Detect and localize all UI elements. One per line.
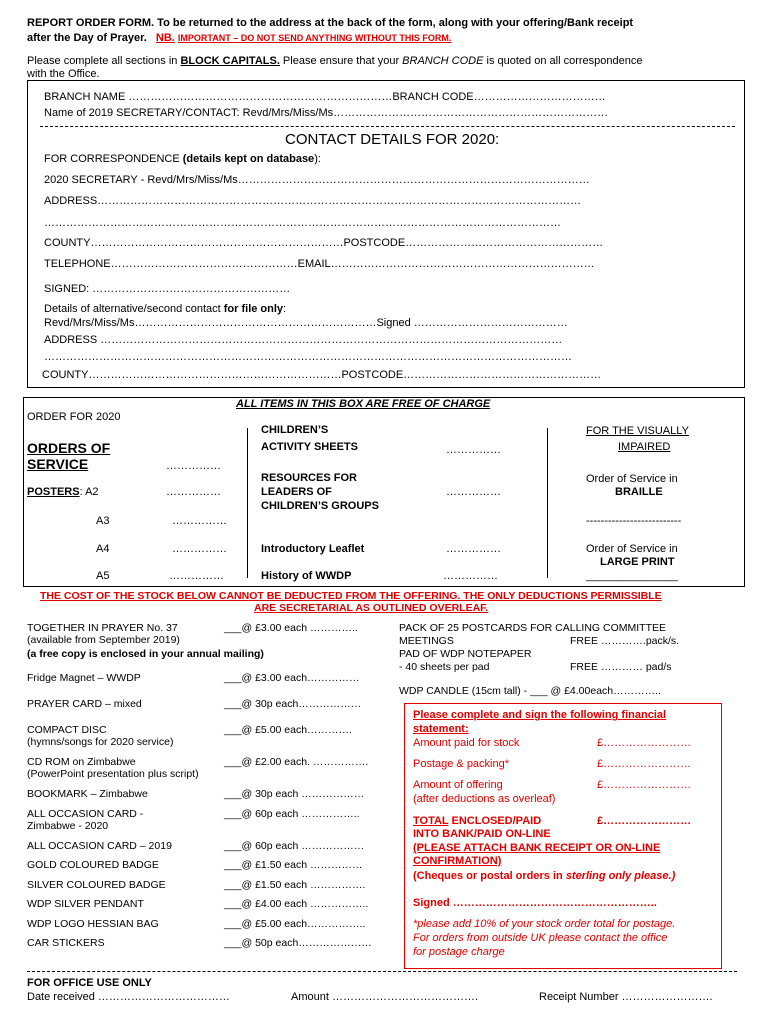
stock-item-qty-field[interactable]: ___@ £2.00 each. ……………. <box>224 756 369 768</box>
offering-sub: (after deductions as overleaf) <box>413 793 556 805</box>
branch-name-field[interactable]: BRANCH NAME ………………………………………………………………BRANCH CODE……………………………… <box>44 91 606 103</box>
orders-of-service-label: ORDERS OF <box>27 440 111 456</box>
history-qty[interactable]: …………… <box>443 570 498 582</box>
office-use-title: FOR OFFICE USE ONLY <box>27 977 152 989</box>
amount-field[interactable]: Amount …………………………………. <box>291 991 479 1003</box>
instructions-text-3: is quoted on all correspondence <box>483 55 643 67</box>
alt-address-field[interactable]: ADDRESS ……………………………………………………………………………………………………………… <box>44 334 563 346</box>
activity-sheets-label: ACTIVITY SHEETS <box>261 441 358 453</box>
stock-item-sub: (available from September 2019) <box>27 634 180 646</box>
stock-item-sub: (hymns/songs for 2020 service) <box>27 736 174 748</box>
posters-a4-qty[interactable]: …………… <box>172 543 227 555</box>
candle-field[interactable]: WDP CANDLE (15cm tall) - ___ @ £4.00each………….. <box>399 685 661 697</box>
resources-qty[interactable]: …………… <box>446 486 501 498</box>
address-field-cont[interactable]: …………………………………………………………………………………………………………………………… <box>44 217 561 229</box>
a2-label: : A2 <box>79 486 99 498</box>
sterling-only: sterling only please.) <box>565 870 676 882</box>
stock-item-sub: Zimbabwe - 2020 <box>27 820 109 832</box>
stock-item-qty-field[interactable]: ___@ 30p each ……………… <box>224 788 365 800</box>
stock-item-qty-field[interactable]: ___@ £5.00 each…………….. <box>224 918 366 930</box>
attach-receipt-2: CONFIRMATION) <box>413 855 502 867</box>
orders-of-service-qty[interactable]: …………… <box>166 460 221 472</box>
instructions-cont: with the Office. <box>27 68 100 80</box>
alt-contact-end: : <box>283 303 287 315</box>
finance-signed-field[interactable]: Signed ……………………………………………….. <box>413 897 657 909</box>
postage-field[interactable]: £…………………… <box>597 758 692 770</box>
stock-item-name: Fridge Magnet – WWDP <box>27 672 141 684</box>
intro-leaflet-qty[interactable]: …………… <box>446 543 501 555</box>
total-field[interactable]: £…………………… <box>597 815 692 827</box>
childrens-groups-label: CHILDREN’S GROUPS <box>261 500 379 512</box>
column-divider-2 <box>547 428 548 578</box>
large-print-qty[interactable]: _______________ <box>586 570 678 582</box>
resources-label: RESOURCES FOR <box>261 472 357 484</box>
alt-name-field[interactable]: Revd/Mrs/Miss/Ms…………………………………………………………Signed …………………………………… <box>44 317 568 329</box>
stock-item-name: PRAYER CARD – mixed <box>27 698 142 710</box>
stock-item-qty-field[interactable]: ___@ £3.00 each…………… <box>224 672 360 684</box>
alt-contact-label <box>44 303 286 315</box>
oos-large-print-label: Order of Service in <box>586 543 678 555</box>
instructions <box>27 55 642 67</box>
stock-item-qty-field[interactable]: ___@ £4.00 each …………….. <box>224 898 369 910</box>
stock-item-name: COMPACT DISC <box>27 724 107 736</box>
oos-braille-label: Order of Service in <box>586 473 678 485</box>
instructions-text-2: Please ensure that your <box>279 55 403 67</box>
history-label: History of WWDP <box>261 570 352 582</box>
header-after-day: after the Day of Prayer. <box>27 32 147 44</box>
stock-item-name: WDP SILVER PENDANT <box>27 898 144 910</box>
notepaper-qty[interactable]: FREE ………… pad/s <box>570 661 672 673</box>
posters-a4-label: A4 <box>96 543 110 555</box>
for-correspondence-end: ): <box>314 153 321 165</box>
stock-item-qty-field[interactable]: ___@ £3.00 each ………….. <box>224 622 358 634</box>
nb-label: NB. <box>155 32 175 44</box>
stock-item-name: BOOKMARK – Zimbabwe <box>27 788 148 800</box>
stock-item-qty-field[interactable]: ___@ £5.00 each…………. <box>224 724 352 736</box>
divider <box>40 126 735 127</box>
posters-a5-qty[interactable]: …………… <box>169 570 224 582</box>
intro-leaflet-label: Introductory Leaflet <box>261 543 365 555</box>
stock-item-name: TOGETHER IN PRAYER No. 37 <box>27 622 178 634</box>
stock-item-sub: (PowerPoint presentation plus script) <box>27 768 199 780</box>
database-note: (details kept on database <box>182 153 315 165</box>
into-bank-label: INTO BANK/PAID ON-LINE <box>413 828 551 840</box>
free-copy-note: (a free copy is enclosed in your annual mailing) <box>27 648 264 660</box>
receipt-number-field[interactable]: Receipt Number ……………………. <box>539 991 713 1003</box>
file-only: for file only <box>223 303 284 315</box>
stock-item-name: ALL OCCASION CARD - <box>27 808 144 820</box>
column-divider <box>247 428 248 578</box>
posters-a2-label <box>27 486 99 498</box>
offering-field[interactable]: £…………………… <box>597 779 692 791</box>
notepaper-label: PAD OF WDP NOTEPAPER <box>399 648 532 660</box>
stock-item-qty-field[interactable]: ___@ 60p each …………….. <box>224 808 360 820</box>
postcards-meetings: MEETINGS <box>399 635 454 647</box>
finance-title-2: statement: <box>413 723 469 735</box>
orders-of-service-label-2: SERVICE <box>27 456 89 472</box>
cost-notice: THE COST OF THE STOCK BELOW CANNOT BE DEDUCTED FROM THE OFFERING. THE ONLY DEDUCTIONS PERMISSIBLE <box>40 590 662 602</box>
form-title-cont <box>27 32 451 44</box>
alt-county-field[interactable]: COUNTY……………………………………………………………POSTCODE……………………………………………… <box>42 369 602 381</box>
posters-a3-qty[interactable]: …………… <box>172 515 227 527</box>
impaired-label: IMPAIRED <box>618 441 671 453</box>
large-print-label: LARGE PRINT <box>600 556 675 568</box>
postage-label: Postage & packing* <box>413 758 510 770</box>
postage-note: *please add 10% of your stock order total for postage. <box>413 918 676 930</box>
office-divider <box>27 971 737 972</box>
stock-item-name: SILVER COLOURED BADGE <box>27 879 166 891</box>
total-rest: ENCLOSED/PAID <box>448 815 542 827</box>
notepaper-sheets: - 40 sheets per pad <box>399 661 490 673</box>
stock-item-qty-field[interactable]: ___@ 50p each………………… <box>224 937 372 949</box>
cheques-text: (Cheques or postal orders in <box>413 870 566 882</box>
visually-impaired-label: FOR THE VISUALLY <box>586 425 689 437</box>
total-label <box>413 815 541 827</box>
posters-label: POSTERS <box>27 486 80 498</box>
postcards-qty[interactable]: FREE ………….pack/s. <box>570 635 680 647</box>
free-box-title: ALL ITEMS IN THIS BOX ARE FREE OF CHARGE <box>236 398 491 410</box>
stock-item-name: CAR STICKERS <box>27 937 105 949</box>
block-capitals: BLOCK CAPITALS. <box>180 55 280 67</box>
stock-item-qty-field[interactable]: ___@ £1.50 each ……………. <box>224 879 366 891</box>
activity-sheets-qty[interactable]: …………… <box>446 444 501 456</box>
for-correspondence <box>44 153 321 165</box>
telephone-email-field[interactable]: TELEPHONE……………………………………………EMAIL……………………………………………………………… <box>44 258 595 270</box>
attach-receipt: (PLEASE ATTACH BANK RECEIPT OR ON-LINE <box>413 842 661 854</box>
posters-a5-label: A5 <box>96 570 110 582</box>
postage-charge-note: for postage charge <box>413 946 505 958</box>
stock-item-qty-field[interactable]: ___@ £1.50 each …………… <box>224 859 363 871</box>
date-received-field[interactable]: Date received ……………………………… <box>27 991 230 1003</box>
stock-item-qty-field[interactable]: ___@ 30p each……………… <box>224 698 362 710</box>
posters-a2-qty[interactable]: …………… <box>166 486 221 498</box>
address-field[interactable]: ADDRESS…………………………………………………………………………………………………………………… <box>44 195 582 207</box>
important-notice: IMPORTANT – DO NOT SEND ANYTHING WITHOUT THIS FORM. <box>177 33 452 43</box>
alt-contact-text: Details of alternative/second contact <box>44 303 224 315</box>
form-title: REPORT ORDER FORM. To be returned to the address at the back of the form, along with your offering/Bank receipt <box>27 17 634 29</box>
postcards-label: PACK OF 25 POSTCARDS FOR CALLING COMMITTEE <box>399 622 667 634</box>
secretary-2019-field[interactable]: Name of 2019 SECRETARY/CONTACT: Revd/Mrs/Miss/Ms………………………………………………………………… <box>44 107 609 119</box>
outside-uk-note: For orders from outside UK please contact the office <box>413 932 668 944</box>
instructions-text: Please complete all sections in <box>27 55 181 67</box>
order-for-2020: ORDER FOR 2020 <box>27 411 121 423</box>
contact-details-title: CONTACT DETAILS FOR 2020: <box>285 131 500 148</box>
cheques-note <box>413 870 675 882</box>
total-word: TOTAL <box>413 815 449 827</box>
stock-item-name: CD ROM on Zimbabwe <box>27 756 136 768</box>
stock-item-name: ALL OCCASION CARD – 2019 <box>27 840 172 852</box>
leaders-label: LEADERS OF <box>261 486 332 498</box>
alt-address-cont[interactable]: ……………………………………………………………………………………………………………………………… <box>44 351 572 363</box>
stock-item-name: WDP LOGO HESSIAN BAG <box>27 918 159 930</box>
branch-code-emphasis: BRANCH CODE <box>402 55 484 67</box>
amount-stock-field[interactable]: £…………………… <box>597 737 692 749</box>
amount-stock-label: Amount paid for stock <box>413 737 520 749</box>
secretary-2020-field[interactable]: 2020 SECRETARY - Revd/Mrs/Miss/Ms…………………………………………………………………………………… <box>44 174 590 186</box>
county-postcode-field[interactable]: COUNTY……………………………………………………………POSTCODE……………………………………………… <box>44 237 604 249</box>
braille-label: BRAILLE <box>615 486 663 498</box>
braille-qty[interactable]: -------------------------- <box>586 515 682 527</box>
stock-item-name: GOLD COLOURED BADGE <box>27 859 159 871</box>
signed-field[interactable]: SIGNED: ……………………………………………… <box>44 283 291 295</box>
posters-a3-label: A3 <box>96 515 110 527</box>
cost-notice-2: ARE SECRETARIAL AS OUTLINED OVERLEAF. <box>254 602 489 614</box>
for-correspondence-label: FOR CORRESPONDENCE <box>44 153 183 165</box>
childrens-label: CHILDREN’S <box>261 424 329 436</box>
stock-item-qty-field[interactable]: ___@ 60p each ……………… <box>224 840 365 852</box>
offering-label: Amount of offering <box>413 779 503 791</box>
finance-title: Please complete and sign the following financial <box>413 709 667 721</box>
